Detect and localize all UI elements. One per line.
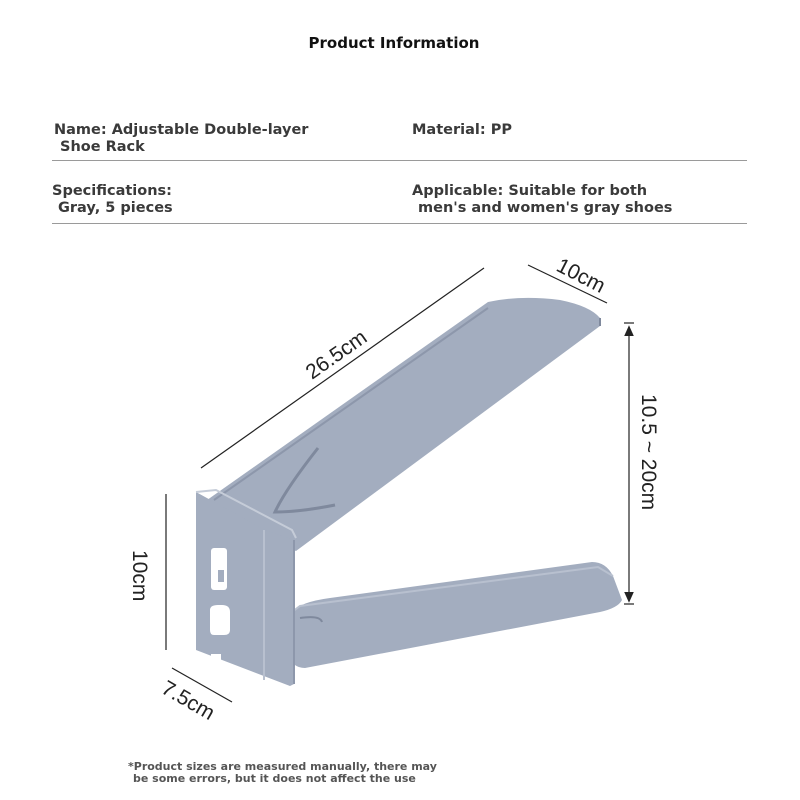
adjust-slot-upper (211, 548, 227, 590)
page-title: Product Information (308, 34, 480, 52)
applicable-line-2: men's and women's gray shoes (418, 200, 673, 216)
lower-tray (290, 562, 622, 668)
applicable-line-1: Applicable: Suitable for both (412, 183, 648, 199)
width-label: 10cm (552, 253, 609, 298)
depth-label: 7.5cm (157, 676, 219, 725)
material-info: Material: PP (412, 122, 512, 138)
adjust-slot-bottom (211, 654, 221, 668)
note-line-2: be some errors, but it does not affect the use (133, 772, 416, 785)
height-base-label: 10cm (128, 550, 151, 602)
spec-line-1: Specifications: (52, 183, 172, 199)
name-line-2: Shoe Rack (60, 139, 145, 155)
adjust-slot-lower (210, 605, 230, 635)
length-label: 26.5cm (301, 325, 372, 385)
height-range-label: 10.5 ~ 20cm (637, 394, 660, 511)
note-line-1: *Product sizes are measured manually, there may (128, 760, 437, 773)
measurement-note (128, 761, 437, 785)
name-line-1: Name: Adjustable Double-layer (54, 122, 309, 138)
spec-line-2: Gray, 5 pieces (58, 200, 173, 216)
